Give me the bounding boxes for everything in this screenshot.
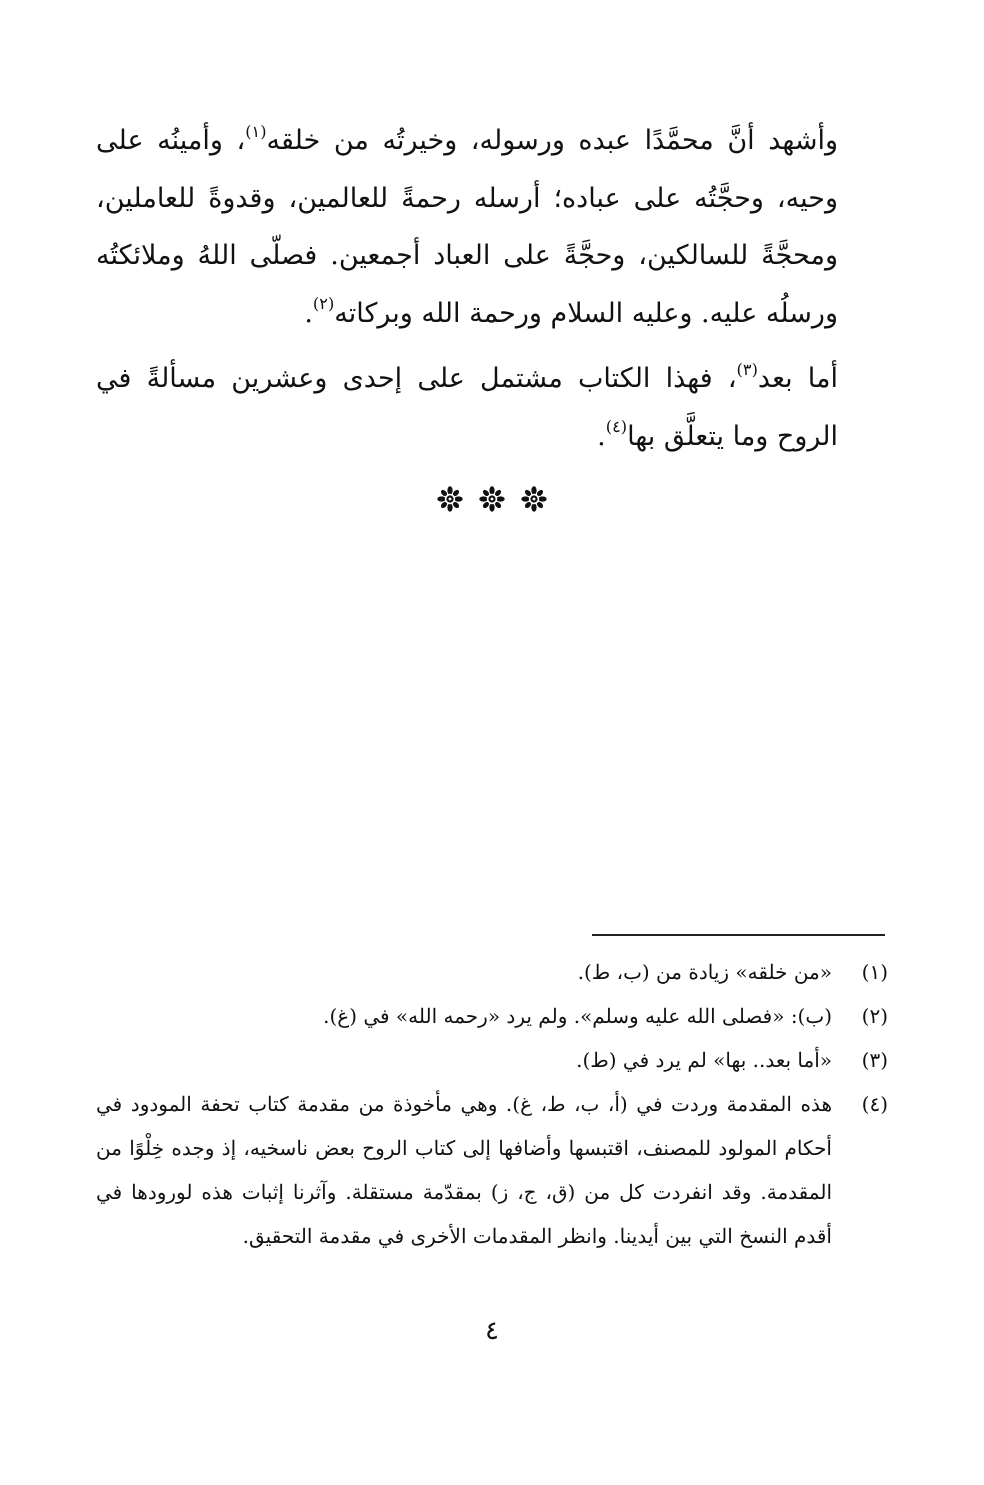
main-text [96,112,838,465]
footnote-1 [96,950,888,994]
paragraph-1-text-a: وأشهد أنَّ محمَّدًا عبده ورسوله، وخيرتُه من خلقه [266,125,838,156]
section-divider [0,486,984,526]
paragraph-1-text-b: ، وأمينُه على وحيه، وحجَّتُه على عباده؛ أرسله رحمةً للعالمين، وقدوةً للعاملين، ومحجَّةً للسالكين، وحجَّةً على العباد أجمعين. فصلّى اللهُ وملائكتُه ورسلُه عليه. وعليه السلام ورحمة الله وبركاته [96,125,838,329]
footnote-3 [96,1038,888,1082]
footnote-text: (ب): «فصلى الله عليه وسلم». ولم يرد «رحمه الله» في (غ). [323,1004,832,1028]
footnote-separator [592,934,885,936]
paragraph-intro [96,112,838,342]
footnote-ref-4[interactable]: (٤) [605,417,628,437]
ornament-flower-icon [521,486,547,512]
paragraph-1-text-c: . [304,297,313,329]
paragraph-amma-baad [96,350,838,465]
footnote-ref-3[interactable]: (٣) [736,359,758,379]
ornament-flower-icon [437,486,463,512]
paragraph-2-text-c: . [597,420,606,452]
footnote-ref-2[interactable]: (٢) [312,294,335,314]
footnote-number: (١) [861,960,888,984]
footnote-text: هذه المقدمة وردت في (أ، ب، ط، غ). وهي مأخوذة من مقدمة كتاب تحفة المودود في أحكام المولود للمصنف، اقتبسها وأضافها إلى كتاب الروح بعض ناسخيه، إذ وجده خِلْوًا من المقدمة. وقد انفردت كل من (ق، ج، ز) بمقدّمة مستقلة. وآثرنا إثبات هذه لورودها في أقدم النسخ التي بين أيدينا. وانظر المقدمات الأخرى في مقدمة التحقيق. [96,1092,832,1248]
footnote-text: «أما بعد.. بها» لم يرد في (ط). [576,1048,832,1072]
footnote-number: (٣) [861,1048,888,1072]
footnote-2 [96,994,888,1038]
footnote-number: (٢) [861,1004,888,1028]
footnote-ref-1[interactable]: (١) [245,121,267,141]
footnote-text: «من خلقه» زيادة من (ب، ط). [577,960,832,984]
footnotes [96,950,888,1258]
footnote-4 [96,1082,888,1258]
footnote-number: (٤) [861,1092,888,1116]
paragraph-2-text-a: أما بعد [757,363,838,394]
page-number: ٤ [485,1316,499,1346]
ornament-flower-icon [479,486,505,512]
paragraph-2-text-b: ، فهذا الكتاب مشتمل على إحدى وعشرين مسألةً في الروح وما يتعلَّق بها [96,363,838,452]
